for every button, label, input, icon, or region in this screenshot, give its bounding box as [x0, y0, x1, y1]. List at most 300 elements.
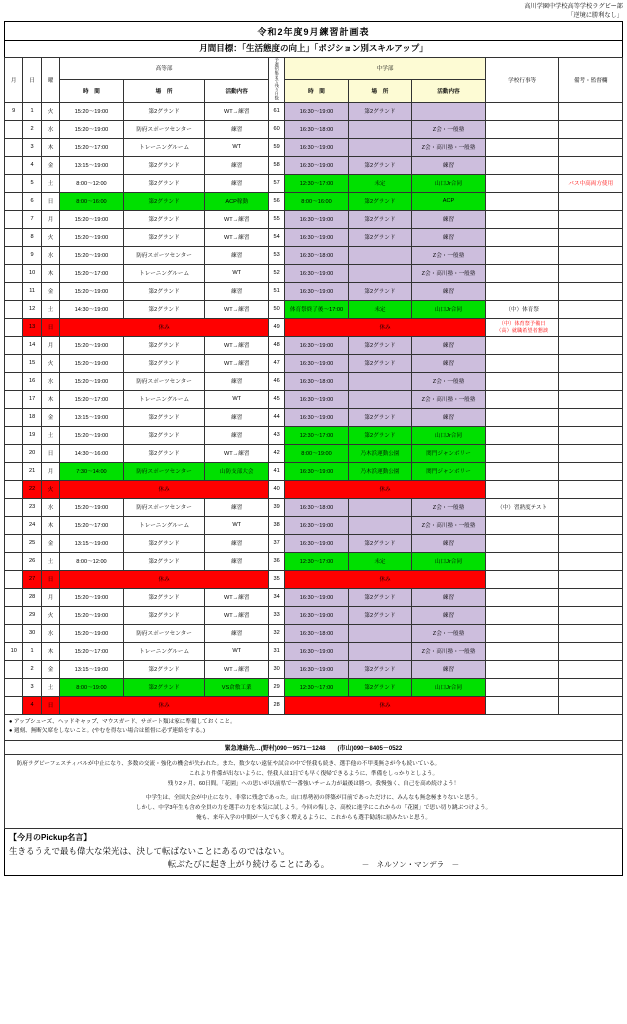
message-line: しかし、中学3年生も含め全員の力を選手の力を本気に試しよう。今回の悔しさ、高校に進学にこれからの「花園」で思い切り跳ぶつけよう。	[135, 804, 492, 811]
table-row	[5, 102, 623, 120]
cell-weekday: 土	[41, 552, 59, 570]
cell-day: 26	[23, 552, 41, 570]
cell-month	[5, 372, 23, 390]
cell-countdown: 32	[268, 624, 284, 642]
cell-jh-place	[348, 372, 411, 390]
cell-jh-content: Z会・高川塾・一般塾	[412, 138, 486, 156]
cell-school-event	[485, 624, 559, 642]
cell-school-event	[485, 210, 559, 228]
table-row	[5, 336, 623, 354]
cell-school-event	[485, 138, 559, 156]
cell-month	[5, 516, 23, 534]
cell-high-content: VS倉敷工業	[205, 678, 268, 696]
table-row	[5, 624, 623, 642]
cell-month	[5, 408, 23, 426]
cell-day: 6	[23, 192, 41, 210]
cell-high-content: ACP稼動	[205, 192, 268, 210]
cell-weekday: 木	[41, 642, 59, 660]
cell-remark	[559, 588, 623, 606]
col-high-time: 時 間	[60, 80, 123, 102]
cell-jh-content: 関門ジャンボリー	[412, 462, 486, 480]
table-row	[5, 534, 623, 552]
cell-weekday: 土	[41, 300, 59, 318]
cell-school-event	[485, 642, 559, 660]
cell-high-time: 15:20～19:00	[60, 624, 123, 642]
cell-month	[5, 264, 23, 282]
cell-school-event	[485, 390, 559, 408]
table-row	[5, 138, 623, 156]
cell-high-time: 15:20～17:00	[60, 390, 123, 408]
schedule-table	[4, 57, 623, 715]
cell-countdown: 52	[268, 264, 284, 282]
cell-high-time: 休み	[60, 696, 269, 714]
cell-countdown: 29	[268, 678, 284, 696]
table-row	[5, 444, 623, 462]
cell-jh-time: 16:30～18:00	[285, 120, 348, 138]
cell-jh-content: Z会・一般塾	[412, 498, 486, 516]
cell-jh-time: 16:30～18:00	[285, 624, 348, 642]
cell-high-time: 15:20～19:00	[60, 246, 123, 264]
col-high-content: 活動内容	[205, 80, 268, 102]
cell-jh-place: 第2グランド	[348, 354, 411, 372]
cell-jh-content: 練習	[412, 534, 486, 552]
cell-countdown: 35	[268, 570, 284, 588]
cell-day: 4	[23, 156, 41, 174]
cell-high-place: 第2グランド	[123, 228, 205, 246]
cell-remark	[559, 660, 623, 678]
cell-day: 13	[23, 318, 41, 336]
cell-remark	[559, 120, 623, 138]
cell-high-content: 練習	[205, 426, 268, 444]
cell-month	[5, 552, 23, 570]
cell-weekday: 月	[41, 588, 59, 606]
cell-high-time: 14:30～16:00	[60, 444, 123, 462]
cell-countdown: 51	[268, 282, 284, 300]
message-line: 残り2ヶ月、60日間。「花園」への思いが以前県で一番強いチーム力が最後は勝つ。我慢強く、自己を高め続けよう！	[167, 781, 460, 788]
cell-high-place: 第2グランド	[123, 606, 205, 624]
cell-high-content: WT	[205, 390, 268, 408]
cell-remark	[559, 228, 623, 246]
cell-remark	[559, 282, 623, 300]
cell-high-place: 防府スポーツセンター	[123, 462, 205, 480]
cell-countdown: 37	[268, 534, 284, 552]
cell-remark	[559, 300, 623, 318]
cell-day: 1	[23, 642, 41, 660]
cell-remark	[559, 552, 623, 570]
cell-weekday: 水	[41, 498, 59, 516]
cell-jh-place: 乃木浜運動公園	[348, 462, 411, 480]
cell-remark	[559, 606, 623, 624]
cell-high-place: 防府スポーツセンター	[123, 498, 205, 516]
cell-high-content: 練習	[205, 498, 268, 516]
cell-day: 5	[23, 174, 41, 192]
cell-jh-time: 16:30～19:00	[285, 588, 348, 606]
cell-day: 30	[23, 624, 41, 642]
cell-jh-place: 第2グランド	[348, 102, 411, 120]
cell-day: 8	[23, 228, 41, 246]
cell-remark	[559, 516, 623, 534]
cell-jh-time: 16:30～19:00	[285, 282, 348, 300]
cell-jh-place: 第2グランド	[348, 534, 411, 552]
cell-jh-content: 山口Jr合同	[412, 426, 486, 444]
cell-day: 14	[23, 336, 41, 354]
cell-jh-time: 12:30～17:00	[285, 678, 348, 696]
cell-high-content: WT	[205, 642, 268, 660]
cell-high-place: 第2グランド	[123, 300, 205, 318]
cell-jh-time: 16:30～18:00	[285, 498, 348, 516]
cell-jh-time: 休み	[285, 318, 486, 336]
cell-high-content: WT→練習	[205, 300, 268, 318]
cell-weekday: 日	[41, 192, 59, 210]
cell-school-event	[485, 588, 559, 606]
cell-high-place: 第2グランド	[123, 534, 205, 552]
cell-school-event	[485, 552, 559, 570]
col-jh-time: 時 間	[285, 80, 348, 102]
cell-remark	[559, 390, 623, 408]
cell-jh-time: 16:30～19:00	[285, 156, 348, 174]
cell-high-content: 練習	[205, 174, 268, 192]
cell-school-event	[485, 696, 559, 714]
cell-remark	[559, 210, 623, 228]
cell-month	[5, 570, 23, 588]
cell-high-time: 15:20～17:00	[60, 264, 123, 282]
cell-high-time: 14:30～19:00	[60, 300, 123, 318]
cell-jh-place	[348, 120, 411, 138]
cell-month	[5, 318, 23, 336]
table-row	[5, 390, 623, 408]
cell-countdown: 28	[268, 696, 284, 714]
cell-countdown: 49	[268, 318, 284, 336]
cell-jh-place	[348, 516, 411, 534]
cell-jh-time: 8:00～19:00	[285, 444, 348, 462]
cell-month	[5, 300, 23, 318]
cell-remark	[559, 678, 623, 696]
cell-jh-content: Z会・一般塾	[412, 246, 486, 264]
cell-school-event	[485, 282, 559, 300]
cell-high-time: 15:20～19:00	[60, 102, 123, 120]
cell-jh-time: 16:30～19:00	[285, 462, 348, 480]
cell-weekday: 日	[41, 696, 59, 714]
table-row	[5, 408, 623, 426]
cell-countdown: 42	[268, 444, 284, 462]
cell-school-event	[485, 372, 559, 390]
cell-remark	[559, 408, 623, 426]
cell-jh-content: 練習	[412, 660, 486, 678]
cell-weekday: 月	[41, 462, 59, 480]
cell-day: 7	[23, 210, 41, 228]
cell-high-content: 練習	[205, 408, 268, 426]
cell-high-place: 第2グランド	[123, 336, 205, 354]
col-group-high: 高等部	[60, 57, 269, 79]
cell-jh-time: 8:00～16:00	[285, 192, 348, 210]
cell-high-time: 15:20～19:00	[60, 210, 123, 228]
col-day: 日	[23, 57, 41, 102]
cell-high-time: 15:20～19:00	[60, 588, 123, 606]
cell-day: 1	[23, 102, 41, 120]
cell-month	[5, 426, 23, 444]
table-row	[5, 192, 623, 210]
cell-jh-place: 第2グランド	[348, 606, 411, 624]
cell-day: 16	[23, 372, 41, 390]
cell-day: 2	[23, 120, 41, 138]
cell-remark	[559, 444, 623, 462]
table-row	[5, 588, 623, 606]
col-school-event: 学校行事等	[485, 57, 559, 102]
cell-weekday: 火	[41, 480, 59, 498]
cell-jh-place: 第2グランド	[348, 588, 411, 606]
col-weekday: 曜	[41, 57, 59, 102]
cell-school-event	[485, 228, 559, 246]
cell-jh-time: 16:30～19:00	[285, 354, 348, 372]
cell-jh-time: 16:30～18:00	[285, 246, 348, 264]
cell-school-event	[485, 264, 559, 282]
cell-remark	[559, 156, 623, 174]
cell-jh-content: 練習	[412, 282, 486, 300]
cell-jh-place: 第2グランド	[348, 408, 411, 426]
cell-high-time: 13:15～19:00	[60, 534, 123, 552]
cell-high-place: 第2グランド	[123, 102, 205, 120]
table-row	[5, 660, 623, 678]
table-row	[5, 696, 623, 714]
cell-jh-time: 16:30～19:00	[285, 606, 348, 624]
cell-day: 15	[23, 354, 41, 372]
cell-jh-place: 第2グランド	[348, 282, 411, 300]
cell-remark	[559, 624, 623, 642]
cell-day: 12	[23, 300, 41, 318]
cell-remark	[559, 696, 623, 714]
cell-countdown: 43	[268, 426, 284, 444]
cell-countdown: 40	[268, 480, 284, 498]
cell-jh-time: 12:30～17:00	[285, 552, 348, 570]
cell-high-time: 15:20～19:00	[60, 282, 123, 300]
col-jh-content: 活動内容	[412, 80, 486, 102]
cell-day: 2	[23, 660, 41, 678]
pickup-quote-text: 転ぶたびに起き上がり続けることにある。	[167, 858, 330, 869]
cell-weekday: 木	[41, 390, 59, 408]
table-row	[5, 174, 623, 192]
cell-high-content: WT→練習	[205, 354, 268, 372]
cell-school-event	[485, 444, 559, 462]
notes-list	[4, 715, 623, 741]
cell-high-time: 15:20～17:00	[60, 642, 123, 660]
cell-jh-time: 休み	[285, 480, 486, 498]
cell-jh-time: 16:30～19:00	[285, 390, 348, 408]
cell-high-place: 第2グランド	[123, 408, 205, 426]
cell-day: 27	[23, 570, 41, 588]
cell-day: 3	[23, 138, 41, 156]
cell-high-place: 第2グランド	[123, 426, 205, 444]
cell-month	[5, 480, 23, 498]
cell-countdown: 47	[268, 354, 284, 372]
cell-jh-time: 16:30～19:00	[285, 228, 348, 246]
cell-weekday: 月	[41, 336, 59, 354]
cell-weekday: 月	[41, 210, 59, 228]
cell-remark: バス中高両方使用	[559, 174, 623, 192]
cell-jh-place	[348, 264, 411, 282]
cell-month	[5, 192, 23, 210]
cell-high-place: トレーニングルーム	[123, 642, 205, 660]
cell-remark	[559, 462, 623, 480]
cell-jh-place: 第2グランド	[348, 336, 411, 354]
cell-jh-time: 12:30～17:00	[285, 174, 348, 192]
cell-day: 18	[23, 408, 41, 426]
cell-jh-place: 未定	[348, 300, 411, 318]
cell-jh-place	[348, 498, 411, 516]
cell-high-place: 第2グランド	[123, 156, 205, 174]
cell-high-place: 第2グランド	[123, 552, 205, 570]
cell-weekday: 土	[41, 426, 59, 444]
cell-high-time: 休み	[60, 570, 269, 588]
cell-month	[5, 660, 23, 678]
message-line: これより件係が出ないように、怪我人は1日でも早く復帰できるように、準備をしっかりとしよう。	[188, 770, 439, 777]
table-row	[5, 678, 623, 696]
cell-day: 21	[23, 462, 41, 480]
cell-remark	[559, 642, 623, 660]
cell-high-content: 練習	[205, 624, 268, 642]
cell-countdown: 39	[268, 498, 284, 516]
cell-month	[5, 624, 23, 642]
cell-high-content: WT→練習	[205, 660, 268, 678]
cell-high-place: 防府スポーツセンター	[123, 246, 205, 264]
pickup-title: 【今月のPickup名言】	[9, 832, 92, 842]
cell-jh-content: 練習	[412, 210, 486, 228]
cell-jh-time: 12:30～17:00	[285, 426, 348, 444]
cell-high-place: 第2グランド	[123, 192, 205, 210]
cell-school-event	[485, 102, 559, 120]
cell-day: 29	[23, 606, 41, 624]
cell-high-time: 8:00～12:00	[60, 174, 123, 192]
cell-high-place: 防府スポーツセンター	[123, 624, 205, 642]
cell-month	[5, 336, 23, 354]
cell-jh-place	[348, 642, 411, 660]
cell-jh-time: 16:30～19:00	[285, 102, 348, 120]
col-group-junior: 中学部	[285, 57, 486, 79]
cell-school-event	[485, 534, 559, 552]
cell-remark	[559, 192, 623, 210]
cell-high-content: 練習	[205, 282, 268, 300]
cell-high-content: 練習	[205, 246, 268, 264]
table-row	[5, 606, 623, 624]
cell-countdown: 44	[268, 408, 284, 426]
cell-jh-place	[348, 246, 411, 264]
cell-month	[5, 444, 23, 462]
cell-high-time: 15:20～19:00	[60, 606, 123, 624]
cell-month	[5, 462, 23, 480]
cell-month	[5, 696, 23, 714]
cell-weekday: 日	[41, 570, 59, 588]
coach-message	[4, 755, 623, 829]
cell-jh-content: Z会・一般塾	[412, 120, 486, 138]
cell-school-event	[485, 570, 559, 588]
cell-countdown: 57	[268, 174, 284, 192]
cell-remark	[559, 246, 623, 264]
cell-weekday: 金	[41, 408, 59, 426]
cell-high-content: 練習	[205, 120, 268, 138]
cell-countdown: 36	[268, 552, 284, 570]
cell-remark	[559, 354, 623, 372]
message-line: 防府ラグビーフェスティバルが中止になり、多数の交流・強化の機会が失われた。また、数少ない遠征や試合の中で怪我も続き、選手他の不甲斐無さが今も続いている。	[16, 760, 441, 767]
cell-high-content: 山防支部大会	[205, 462, 268, 480]
cell-school-event	[485, 462, 559, 480]
school-name: 高川学園中学校高等学校ラグビー部	[524, 3, 623, 10]
cell-weekday: 金	[41, 156, 59, 174]
cell-countdown: 46	[268, 372, 284, 390]
cell-high-place: トレーニングルーム	[123, 390, 205, 408]
cell-remark	[559, 570, 623, 588]
cell-month	[5, 606, 23, 624]
cell-jh-place: 第2グランド	[348, 426, 411, 444]
cell-remark	[559, 318, 623, 336]
cell-school-event: （中）体育祭	[485, 300, 559, 318]
col-month: 月	[5, 57, 23, 102]
cell-high-time: 8:00～19:00	[60, 678, 123, 696]
cell-month	[5, 228, 23, 246]
table-row	[5, 318, 623, 336]
cell-jh-time: 休み	[285, 696, 486, 714]
cell-jh-place: 乃木浜運動公園	[348, 444, 411, 462]
cell-school-event	[485, 192, 559, 210]
cell-weekday: 水	[41, 372, 59, 390]
document-header	[4, 2, 623, 21]
cell-jh-content: 練習	[412, 354, 486, 372]
cell-countdown: 56	[268, 192, 284, 210]
cell-remark	[559, 480, 623, 498]
table-row	[5, 120, 623, 138]
cell-month	[5, 354, 23, 372]
cell-high-place: 第2グランド	[123, 174, 205, 192]
col-countdown: 予選招集まで残り日数	[268, 57, 284, 102]
cell-high-time: 15:20～19:00	[60, 498, 123, 516]
cell-month	[5, 156, 23, 174]
cell-weekday: 土	[41, 174, 59, 192]
cell-jh-place: 第2グランド	[348, 192, 411, 210]
cell-high-place: トレーニングルーム	[123, 138, 205, 156]
table-row	[5, 462, 623, 480]
cell-jh-place	[348, 624, 411, 642]
cell-jh-content: 山口Jr合同	[412, 174, 486, 192]
cell-jh-time: 16:30～19:00	[285, 138, 348, 156]
cell-weekday: 金	[41, 660, 59, 678]
cell-remark	[559, 426, 623, 444]
cell-jh-time: 16:30～19:00	[285, 660, 348, 678]
cell-remark	[559, 534, 623, 552]
cell-remark	[559, 372, 623, 390]
cell-day: 4	[23, 696, 41, 714]
table-row	[5, 426, 623, 444]
cell-jh-place: 第2グランド	[348, 156, 411, 174]
cell-high-place: 第2グランド	[123, 354, 205, 372]
cell-school-event	[485, 606, 559, 624]
cell-high-time: 15:20～19:00	[60, 228, 123, 246]
cell-countdown: 53	[268, 246, 284, 264]
cell-day: 11	[23, 282, 41, 300]
cell-high-time: 休み	[60, 480, 269, 498]
cell-remark	[559, 336, 623, 354]
cell-jh-content: 山口Jr合同	[412, 678, 486, 696]
cell-jh-time: 16:30～19:00	[285, 516, 348, 534]
cell-school-event	[485, 156, 559, 174]
cell-high-place: トレーニングルーム	[123, 516, 205, 534]
note-item: ● 週刻、無断欠席をしないこと。(やむを得ない場合は監督に必ず連絡をする。)	[9, 728, 206, 734]
page-title: 令和2年度9月練習計画表	[257, 26, 370, 37]
cell-jh-content: Z会・一般塾	[412, 624, 486, 642]
cell-countdown: 58	[268, 156, 284, 174]
cell-countdown: 55	[268, 210, 284, 228]
cell-month	[5, 138, 23, 156]
cell-month: 10	[5, 642, 23, 660]
cell-jh-content	[412, 102, 486, 120]
cell-school-event	[485, 336, 559, 354]
